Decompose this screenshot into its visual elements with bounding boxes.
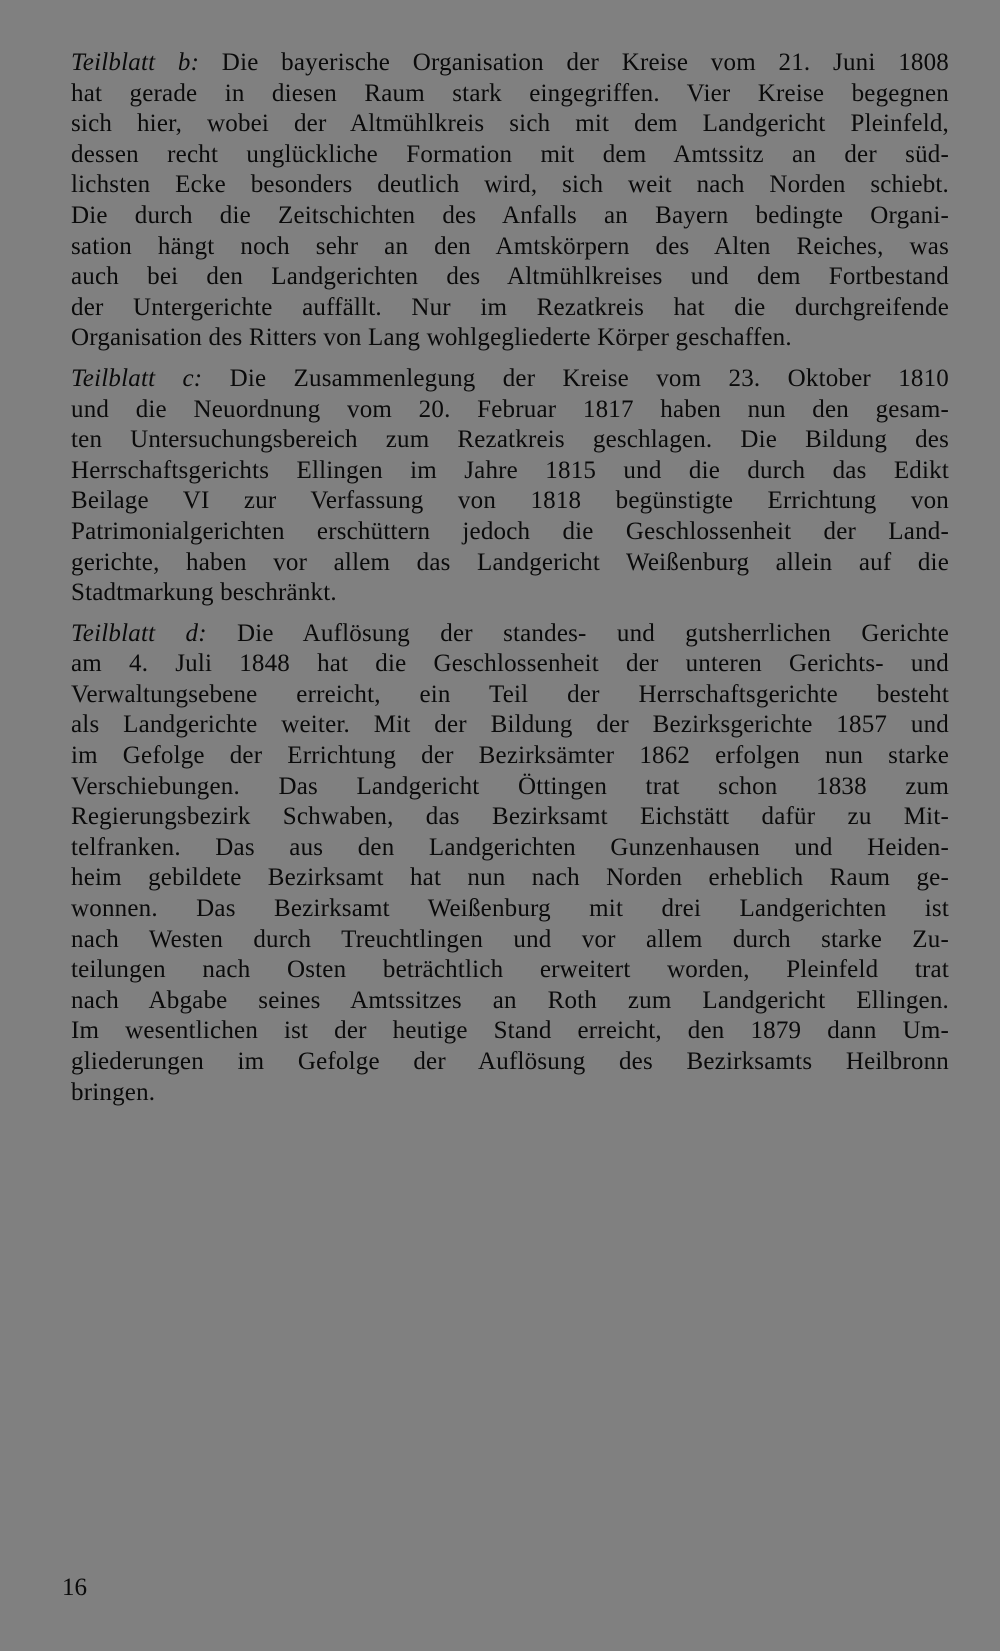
paragraph-line: teilungen nach Osten beträchtlich erweitert worden, Pleinfeld trat [71,956,949,984]
paragraph-line: auch bei den Landgerichten des Altmühlkreises und dem Fortbestand [71,263,949,291]
paragraph-line: Im wesentlichen ist der heutige Stand erreicht, den 1879 dann Um- [71,1017,949,1045]
paragraph-line: Die durch die Zeitschichten des Anfalls an Bayern bedingte Organi- [71,201,949,229]
paragraph-lead: Teilblatt b: [71,49,200,76]
paragraph-line: sich hier, wobei der Altmühlkreis sich mit dem Landgericht Pleinfeld, [71,110,949,138]
paragraph-lead: Teilblatt c: [71,364,203,392]
paragraph-line: Teilblatt b: Die bayerische Organisation der Kreise vom 21. Juni 1808 [71,49,949,76]
paragraph-line: Verwaltungsebene erreicht, ein Teil der Herrschaftsgerichte besteht [71,680,949,708]
paragraph-line: Teilblatt c: Die Zusammenlegung der Kreise vom 23. Oktober 1810 [71,364,949,392]
paragraph-line: telfranken. Das aus den Landgerichten Gunzenhausen und Heiden- [71,833,949,861]
paragraph-line: nach Westen durch Treuchtlingen und vor allem durch starke Zu- [71,925,949,953]
paragraph-line: wonnen. Das Bezirksamt Weißenburg mit drei Landgerichten ist [71,895,949,923]
paragraph-line: Teilblatt d: Die Auflösung der standes- und gutsherrlichen Gerichte [71,619,949,647]
paragraph-line: als Landgerichte weiter. Mit der Bildung der Bezirksgerichte 1857 und [71,711,949,739]
page-number: 16 [62,1574,87,1601]
paragraph-line: sation hängt noch sehr an den Amtskörpern des Alten Reiches, was [71,232,949,260]
paragraph-line: Herrschaftsgerichts Ellingen im Jahre 1815 und die durch das Edikt [71,456,949,484]
paragraph-line: Patrimonialgerichten erschüttern jedoch die Geschlossenheit der Land- [71,517,949,545]
paragraph-line: am 4. Juli 1848 hat die Geschlossenheit der unteren Gerichts- und [71,650,949,678]
paragraph-line: Beilage VI zur Verfassung von 1818 begünstigte Errichtung von [71,487,949,515]
paragraph-line: Stadtmarkung beschränkt. [71,579,337,607]
paragraph-line: nach Abgabe seines Amtssitzes an Roth zum Landgericht Ellingen. [71,986,949,1014]
paragraph-line: Organisation des Ritters von Lang wohlgegliederte Körper geschaffen. [71,324,792,352]
body-text [71,48,949,1108]
paragraph-line: und die Neuordnung vom 20. Februar 1817 haben nun den gesam- [71,395,949,423]
paragraph-lead: Teilblatt d: [71,619,207,647]
paragraph-line: Regierungsbezirk Schwaben, das Bezirksamt Eichstätt dafür zu Mit- [71,803,949,831]
paragraph-line: im Gefolge der Errichtung der Bezirksämter 1862 erfolgen nun starke [71,742,949,770]
paragraph-line: Verschiebungen. Das Landgericht Öttingen trat schon 1838 zum [71,772,949,800]
paragraph-line: gliederungen im Gefolge der Auflösung des Bezirksamts Heilbronn [71,1048,949,1075]
paragraph-line: dessen recht unglückliche Formation mit dem Amtssitz an der süd- [71,140,949,168]
paragraph-line: hat gerade in diesen Raum stark eingegriffen. Vier Kreise begegnen [71,79,949,107]
paragraph-line: heim gebildete Bezirksamt hat nun nach Norden erheblich Raum ge- [71,864,949,892]
paragraph-line: lichsten Ecke besonders deutlich wird, sich weit nach Norden schiebt. [71,171,949,199]
paragraph-line: der Untergerichte auffällt. Nur im Rezatkreis hat die durchgreifende [71,293,949,321]
paragraph-line: gerichte, haben vor allem das Landgericht Weißenburg allein auf die [71,548,949,576]
paragraph-line: bringen. [71,1078,156,1106]
paragraph-line: ten Untersuchungsbereich zum Rezatkreis geschlagen. Die Bildung des [71,426,949,454]
